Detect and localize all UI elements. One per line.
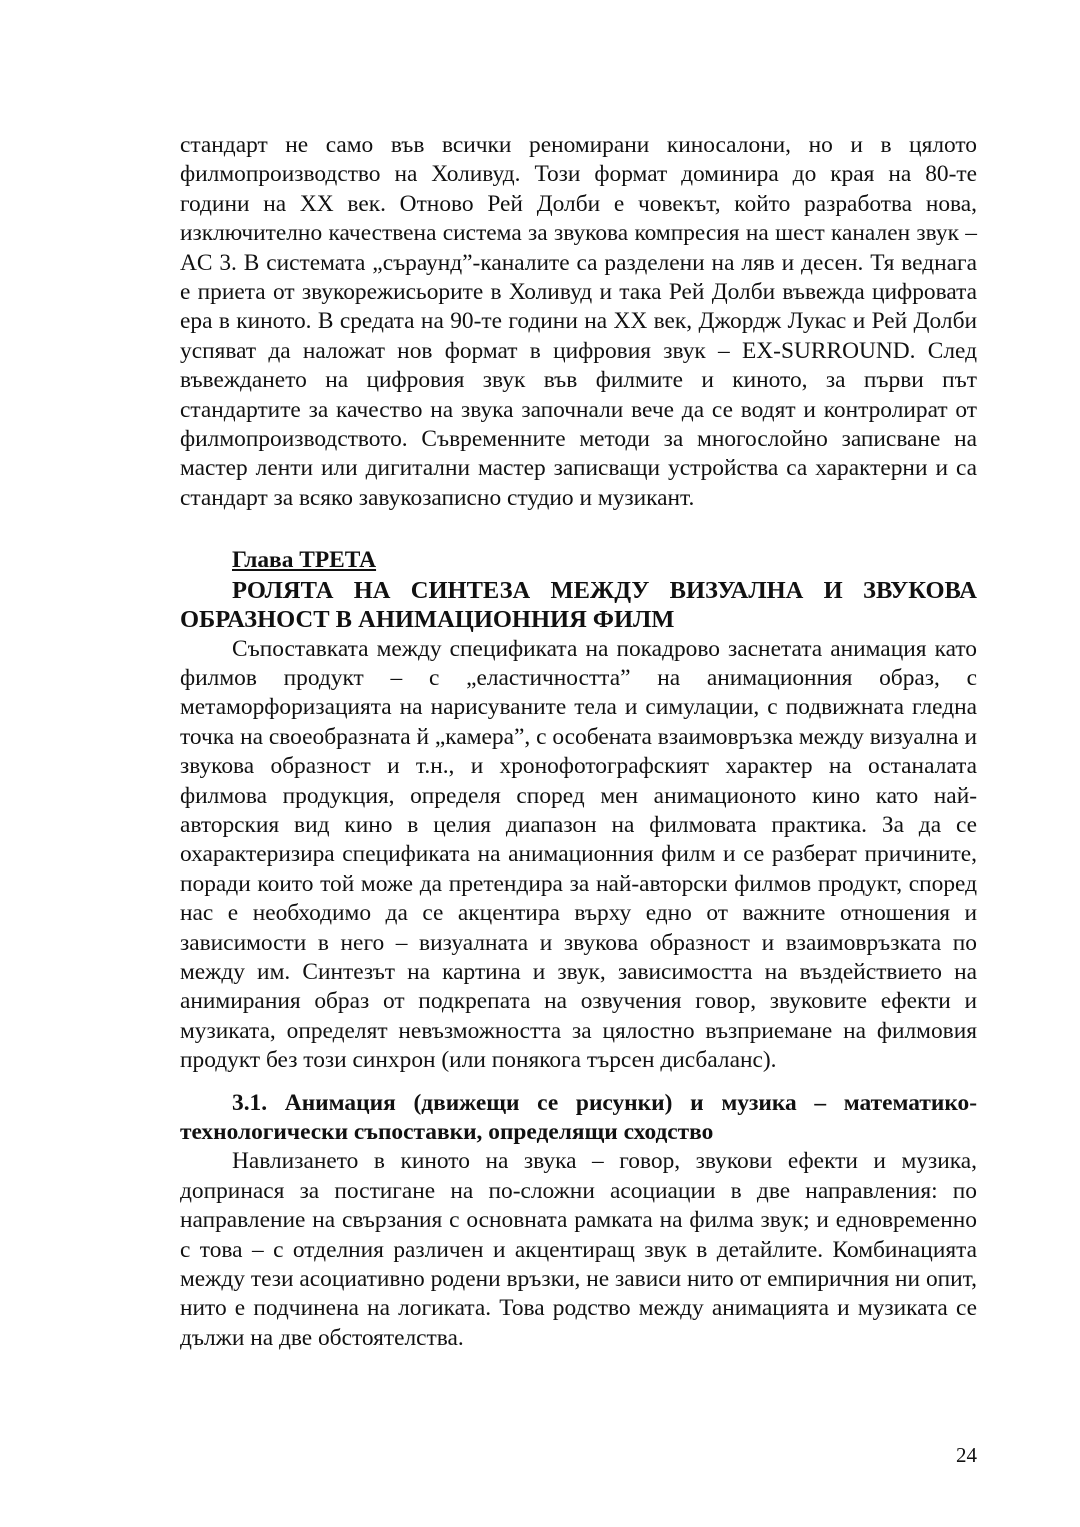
page-number: 24 — [956, 1443, 977, 1467]
chapter-title: РОЛЯТА НА СИНТЕЗА МЕЖДУ ВИЗУАЛНА И ЗВУКОВА ОБРАЗНОСТ В АНИМАЦИОННИЯ ФИЛМ — [180, 576, 977, 634]
continuation-paragraph: стандарт не само във всички реномирани киносалони, но и в цялото филмопроизводство на Холивуд. Този формат доминира до края на 80-те години на XX век. Отново Рей Долби е човекът, който разработва нова, изключително качествена система за звукова компресия на шест канален звук – AC 3. В системата „съраунд”-каналите са разделени на ляв и десен. Тя веднага е приета от звукорежисьорите в Холивуд и така Рей Долби въвежда цифровата ера в киното. В средата на 90-те години на XX век, Джордж Лукас и Рей Долби успяват да наложат нов формат в цифровия звук – EX-SURROUND. След въвеждането на цифровия звук във филмите и киното, за първи път стандартите за качество на звука започнали вече да се водят и контролират от филмопроизводството. Съвременните методи за многослойно записване на мастер ленти или дигитални мастер записващи устройства са характерни и са стандарт за всяко завукозаписно студио и музикант. — [180, 132, 977, 511]
section-heading: 3.1. Анимация (движещи се рисунки) и музика – математико-технологически съпоставки, определящи сходство — [180, 1089, 977, 1145]
document-page — [180, 131, 977, 1353]
chapter-label: Глава ТРЕТА — [232, 547, 377, 574]
section-paragraph: Навлизането в киното на звука – говор, звукови ефекти и музика, допринася за постигане на по-сложни асоциации в две направления: по направление на свързания с основната рамката на филма звук; и едновременно с това – с отделния различен и акцентиращ звук в детайлите. Комбинацията между тези асоциативно родени връзки, не зависи нито от емпиричния ни опит, нито е подчинена на логиката. Това родство между анимацията и музиката се дължи на две обстоятелства. — [180, 1148, 977, 1351]
chapter-paragraph: Съпоставката между спецификата на покадрово заснетата анимация като филмов продукт – с „еластичността” на анимационния образ, с метаморфоризацията на нарисуваните тела и симулации, с подвижната гледна точка на своеобразната й „камера”, с особената взаимовръзка между визуална и звукова образност и т.н., и хронофотографският характер на останалата филмова продукция, определя според мен анимационото кино като най-авторския вид кино в целия диапазон на филмовата практика. За да се охарактеризира спецификата на анимационния филм и се разберат причините, поради които той може да претендира за най-авторски филмов продукт, според нас е необходимо да се акцентира върху едно от важните отношения и зависимости в него – визуалната и звукова образност и взаимовръзката по между им. Синтезът на картина и звук, зависимостта на въздействието на анимирания образ от подкрепата на озвучения говор, звуковите ефекти и музиката, определят невъзможността за цялостно възприемане на филмовия продукт без този синхрон (или понякога търсен дисбаланс). — [180, 635, 977, 1074]
